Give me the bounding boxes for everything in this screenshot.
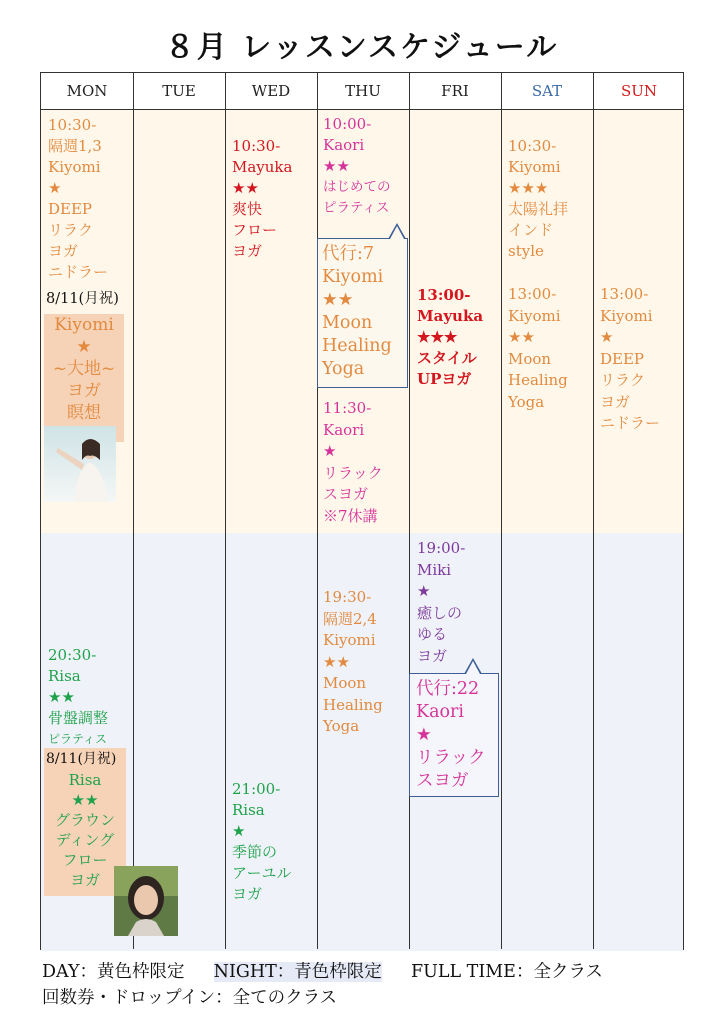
instructor-photo-portrait — [114, 866, 178, 936]
class-note: 隔週2,4 — [323, 609, 377, 628]
page-title: ８月 レッスンスケジュール — [164, 30, 559, 65]
class-level: ★★ — [71, 791, 99, 809]
class-name: 太陽礼拝 — [508, 200, 569, 218]
day-header-tue: TUE — [162, 82, 196, 100]
class-instructor: Risa — [48, 667, 81, 685]
thu-night-class — [323, 587, 383, 738]
class-name: ヨガ — [232, 885, 263, 903]
class-time: 10:30- — [48, 116, 97, 134]
class-instructor: Kaori — [416, 702, 465, 722]
wed-morning-class — [232, 136, 292, 262]
class-level: ★★★ — [417, 328, 458, 346]
column-divider — [225, 73, 226, 949]
class-note: 代行:22 — [416, 679, 480, 699]
class-name: Healing — [323, 695, 383, 714]
class-name: インド — [508, 221, 554, 239]
class-time: 21:00- — [232, 780, 281, 798]
class-time: 10:00- — [323, 115, 372, 133]
fri-day-class — [417, 285, 483, 390]
class-instructor: Mayuka — [417, 307, 484, 325]
mon-morning-class — [48, 115, 108, 283]
thu-late-morning-class — [323, 398, 383, 527]
class-name: style — [508, 242, 544, 260]
class-name: 爽快 — [232, 200, 263, 218]
class-name: 骨盤調整 — [48, 709, 109, 727]
instructor-photo-yoga — [44, 426, 116, 502]
class-level: ★★ — [322, 290, 354, 310]
class-name: ニドラー — [600, 414, 661, 432]
class-name: リラク — [600, 371, 646, 389]
class-name: Yoga — [508, 392, 545, 411]
class-level: ★★★ — [508, 179, 549, 197]
class-time: 20:30- — [48, 646, 97, 664]
class-name: ヨガ — [417, 646, 448, 665]
class-name: ~大地~ — [52, 359, 116, 379]
class-instructor: Mayuka — [232, 158, 293, 176]
fri-substitute-class — [416, 678, 486, 793]
sun-day-class — [600, 284, 660, 435]
class-level: ★★ — [508, 328, 535, 346]
class-level: ★★ — [48, 688, 75, 706]
class-name: Yoga — [322, 359, 365, 379]
class-instructor: Kiyomi — [323, 631, 376, 649]
class-name: リラック — [416, 748, 486, 768]
class-instructor: Kiyomi — [48, 158, 101, 176]
class-note: 代行:7 — [322, 244, 375, 264]
class-name: はじめての — [323, 179, 391, 195]
class-instructor: Kiyomi — [322, 267, 384, 287]
class-level: ★★ — [232, 179, 259, 197]
sat-day-class — [508, 284, 568, 413]
class-time: 13:00- — [508, 285, 557, 303]
class-name: グラウン — [54, 811, 115, 829]
class-instructor: Kaori — [323, 420, 365, 439]
column-divider — [409, 73, 410, 949]
class-name: ゆる — [417, 625, 448, 643]
class-level: ★★ — [323, 652, 350, 671]
header-divider — [41, 109, 683, 110]
class-level: ★ — [600, 328, 614, 346]
mon-special-date: 8/11(月祝) — [46, 291, 119, 307]
class-name: ニドラー — [48, 263, 109, 281]
thu-substitute-class — [322, 243, 392, 381]
callout-pointer-fill — [466, 661, 480, 674]
class-name: 季節の — [232, 843, 278, 861]
class-name: アーユル — [232, 864, 292, 882]
class-time: 10:30- — [508, 137, 557, 155]
class-name: スタイル — [417, 349, 477, 367]
wed-night-class — [232, 779, 292, 905]
day-header-sat: SAT — [531, 82, 563, 100]
callout-pointer-fill — [390, 226, 404, 239]
class-level: ★ — [232, 822, 246, 840]
mon-night-class — [48, 645, 108, 750]
thu-morning-class — [323, 114, 391, 219]
footer-day-rule: DAY：黄色枠限定 — [42, 962, 185, 982]
class-level: ★ — [48, 179, 62, 197]
column-divider — [133, 73, 134, 949]
column-divider — [593, 73, 594, 949]
class-name: Moon — [323, 674, 367, 692]
class-instructor: Kaori — [323, 136, 365, 154]
column-divider — [317, 73, 318, 949]
class-name: ヨガ — [69, 871, 100, 889]
class-instructor: Kiyomi — [54, 315, 114, 335]
class-name: DEEP — [600, 349, 645, 368]
class-name: スヨガ — [323, 485, 369, 503]
class-name: UPヨガ — [417, 370, 472, 388]
class-name: Yoga — [323, 717, 360, 735]
class-note: 隔週1,3 — [48, 137, 102, 155]
class-name: Healing — [322, 336, 392, 356]
sat-morning-class — [508, 136, 568, 262]
class-name: ディング — [55, 831, 115, 849]
footer-fulltime-rule: FULL TIME：全クラス — [410, 962, 603, 982]
class-name: Healing — [508, 371, 568, 389]
class-level: ★ — [417, 582, 431, 600]
class-name: ピラティス — [323, 200, 390, 216]
class-name: ヨガ — [48, 242, 79, 260]
fri-night-class — [417, 538, 465, 667]
class-name: ヨガ — [67, 381, 101, 401]
day-header-thu: THU — [345, 82, 381, 100]
class-time: 19:30- — [323, 588, 372, 606]
class-level: ★★ — [323, 157, 350, 175]
class-name: DEEP — [48, 200, 93, 218]
class-instructor: Miki — [417, 560, 452, 579]
class-name: フロー — [232, 221, 278, 239]
class-name: フロー — [62, 851, 108, 869]
class-name: スヨガ — [416, 771, 469, 791]
column-divider — [501, 73, 502, 949]
footer-night-rule: NIGHT：青色枠限定 — [213, 962, 382, 982]
class-time: 11:30- — [323, 399, 372, 417]
class-name: ヨガ — [600, 392, 631, 411]
class-note: ※7休講 — [323, 506, 378, 525]
day-header-sun: SUN — [620, 82, 658, 100]
class-name: 瞑想 — [67, 403, 101, 423]
mon-special-night-date: 8/11(月祝) — [46, 751, 117, 767]
class-time: 19:00- — [417, 539, 466, 557]
class-instructor: Kiyomi — [508, 306, 561, 325]
day-header-mon: MON — [66, 82, 108, 100]
footer-line-2: 回数券・ドロップイン：全てのクラス — [42, 988, 338, 1008]
footer-line-1 — [42, 958, 603, 983]
class-level: ★ — [76, 337, 92, 357]
class-time: 10:30- — [232, 137, 281, 155]
class-instructor: Kiyomi — [600, 306, 653, 325]
class-name: ピラティス — [48, 732, 108, 746]
class-name: Moon — [508, 349, 552, 368]
class-name: リラック — [323, 463, 383, 482]
class-level: ★ — [323, 442, 337, 460]
mon-special-day-class — [44, 314, 124, 424]
class-time: 13:00- — [417, 286, 471, 304]
day-header-fri: FRI — [441, 82, 469, 100]
class-time: 13:00- — [600, 285, 649, 303]
class-instructor: Kiyomi — [508, 158, 561, 176]
class-name: リラク — [48, 221, 94, 239]
class-name: 癒しの — [417, 603, 463, 622]
class-level: ★ — [416, 725, 432, 745]
day-header-wed: WED — [251, 82, 291, 100]
class-name: ヨガ — [232, 242, 263, 260]
class-instructor: Risa — [68, 771, 102, 789]
class-instructor: Risa — [232, 801, 265, 819]
class-name: Moon — [322, 313, 373, 333]
